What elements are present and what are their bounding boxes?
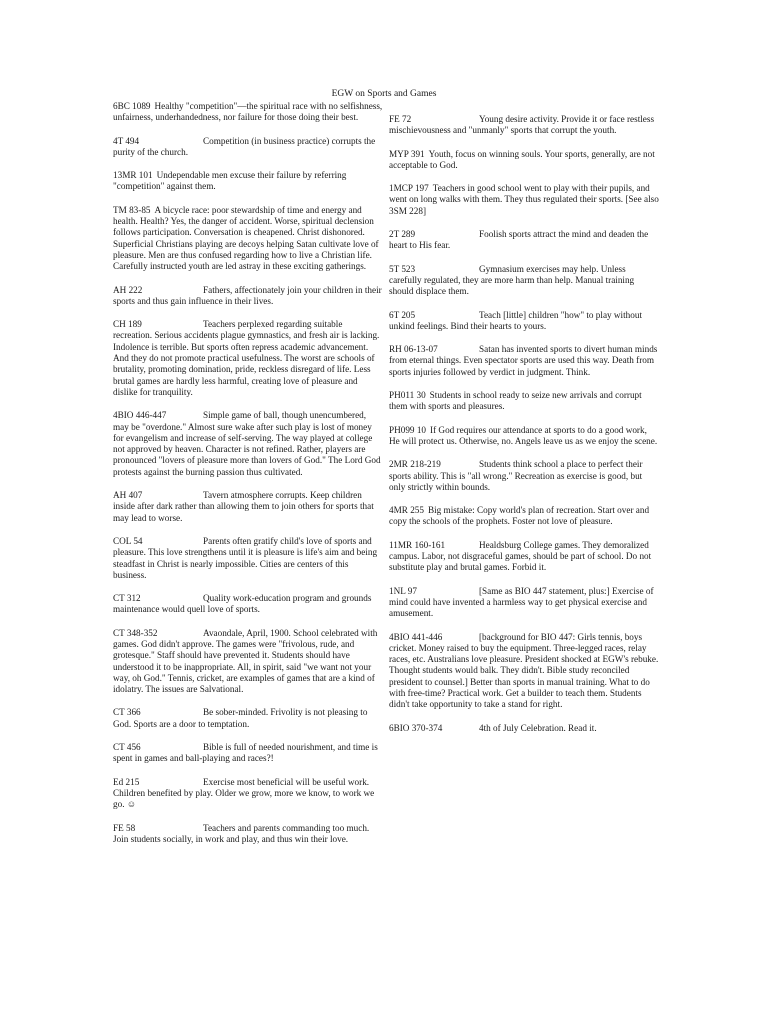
citation-entry — [389, 264, 659, 298]
citation-reference: AH 222 — [113, 284, 143, 295]
citation-summary: Teach [little] children "how" to play without unkind feelings. Bind their hearts to yours. — [389, 309, 643, 331]
citation-summary: 4th of July Celebration. Read it. — [479, 722, 597, 733]
citation-summary: Tavern atmosphere corrupts. Keep children inside after dark rather than allowing them to join others for sports that may lead to worse. — [113, 490, 374, 523]
citation-summary: Competition (in business practice) corrupts the purity of the church. — [113, 135, 376, 157]
citation-entry — [113, 742, 383, 765]
citation-summary: Foolish sports attract the mind and deaden the heart to His fear. — [389, 229, 649, 251]
citation-entry — [389, 229, 659, 252]
citation-summary: Be sober-minded. Frivolity is not pleasing to God. Sports are a door to temptation. — [113, 707, 368, 729]
citation-summary: Students in school ready to seize new arrivals and corrupt them with sports and pleasures. — [389, 390, 642, 412]
citation-entry — [389, 505, 659, 528]
citation-summary: Avaondale, April, 1900. School celebrated with games. God didn't approve. The games were "frivolous, rude, and grotesque." Staff should have prevented it. Students should have understood it to be inappropriate. All, in spirit, said "we want not your way, oh God." Tennis, cricket, are examples of games that are a kind of idolatry. The issues are Salvational. — [113, 627, 378, 695]
citation-reference: FE 58 — [113, 822, 136, 833]
citation-summary: Parents often gratify child's love of sports and pleasure. This love strengthens until it is pleasure is life's aim and being steadfast in Christ is nearly impossible. Cities are centers of this business. — [113, 535, 378, 580]
citation-entry — [113, 823, 383, 846]
citation-reference: CT 366 — [113, 707, 141, 718]
citation-reference: Ed 215 — [113, 776, 140, 787]
citation-summary: Undependable men excuse their failure by referring "competition" against them. — [113, 170, 347, 192]
citation-reference: 1NL 97 — [389, 585, 417, 596]
citation-entry — [113, 707, 383, 730]
citation-reference: 11MR 160-161 — [389, 539, 446, 550]
citation-summary: Quality work-education program and grounds maintenance would quell love of sports. — [113, 593, 372, 615]
right-column — [389, 114, 659, 746]
citation-entry — [389, 183, 659, 217]
citation-entry — [389, 149, 659, 172]
citation-entry — [113, 410, 383, 478]
citation-entry — [113, 136, 383, 159]
citation-summary: If God requires our attendance at sports to do a good work, He will protect us. Otherwise, no. Angels leave us as we enjoy the scene. — [389, 424, 658, 446]
citation-entry — [389, 586, 659, 620]
citation-summary: Students think school a place to perfect their sports ability. This is "all wrong." Recreation as exercise is good, but only strictly within bounds. — [389, 459, 643, 492]
citation-entry — [389, 114, 659, 137]
citation-summary: Bible is full of needed nourishment, and time is spent in games and ball-playing and races?! — [113, 742, 378, 764]
citation-reference: CT 312 — [113, 593, 141, 604]
citation-reference: 1MCP 197 — [389, 183, 429, 194]
citation-reference: PH099 10 — [389, 424, 427, 435]
citation-entry — [389, 390, 659, 413]
citation-entry — [113, 170, 383, 193]
citation-summary: Youth, focus on winning souls. Your sports, generally, are not acceptable to God. — [389, 148, 655, 170]
citation-entry — [113, 101, 383, 124]
citation-reference: FE 72 — [389, 114, 412, 124]
citation-reference: CT 348-352 — [113, 627, 158, 638]
citation-reference: 6T 205 — [389, 309, 416, 320]
citation-reference: 4BIO 441-446 — [389, 631, 443, 642]
citation-summary: Fathers, affectionately join your children in their sports and thus gain influence in their lives. — [113, 284, 382, 306]
citation-reference: AH 407 — [113, 490, 143, 501]
citation-entry — [389, 344, 659, 378]
citation-entry — [113, 205, 383, 273]
citation-reference: MYP 391 — [389, 148, 425, 159]
citation-reference: CT 456 — [113, 742, 141, 753]
citation-entry — [389, 540, 659, 574]
citation-reference: TM 83-85 — [113, 204, 151, 215]
citation-reference: 4MR 255 — [389, 505, 424, 516]
citation-summary: [background for BIO 447: Girls tennis, boys cricket. Money raised to buy the equipment. Three-legged races, relay races, etc. Australians love pleasure. President shocked at EGW's rebuke. Thought students would balk. They didn't. Bible study reconciled president to counsel.] Better than sports in manual training. What to do with free-time? Practical work. Get a builder to teach them. Students didn't take opportunity to take a stand for right. — [389, 631, 659, 710]
citation-summary: [Same as BIO 447 statement, plus:] Exercise of mind could have invented a harmless way to get physical exercise and amusement. — [389, 585, 654, 619]
citation-entry — [113, 536, 383, 581]
document-title: EGW on Sports and Games — [331, 89, 437, 99]
citation-entry — [389, 632, 659, 711]
citation-reference: RH 06-13-07 — [389, 344, 438, 355]
citation-reference: 2T 289 — [389, 229, 416, 240]
citation-reference: 2MR 218-219 — [389, 459, 441, 470]
citation-reference: PH011 30 — [389, 390, 426, 401]
citation-summary: Teachers and parents commanding too much. Join students socially, in work and play, and thus win their love. — [113, 822, 370, 844]
citation-summary: Big mistake: Copy world's plan of recreation. Start over and copy the schools of the prophets. Foster not love of pleasure. — [389, 505, 650, 527]
citation-summary: Gymnasium exercises may help. Unless carefully regulated, they are more harm than help. Manual training should displace them. — [389, 263, 635, 297]
citation-reference: 4BIO 446-447 — [113, 410, 167, 421]
citation-reference: 5T 523 — [389, 263, 416, 274]
citation-entry — [389, 459, 659, 493]
citation-entry — [389, 425, 659, 448]
citation-reference: COL 54 — [113, 535, 143, 546]
left-column — [113, 101, 383, 857]
citation-summary: Healdsburg College games. They demoralized campus. Labor, not disgraceful games, should be part of school. Do not substitute play and brutal games. Forbid it. — [389, 539, 652, 573]
citation-summary: Exercise most beneficial will be useful work. Children benefited by play. Older we grow, more we know, to work we go. ☺ — [113, 776, 375, 810]
citation-entry — [113, 285, 383, 308]
citation-summary: Teachers in good school went to play with their pupils, and went on long walks with them. They thus regulated their sports. [See also 3SM 228] — [389, 183, 659, 216]
citation-reference: 6BC 1089 — [113, 101, 151, 111]
citation-entry — [113, 490, 383, 524]
citation-reference: 13MR 101 — [113, 170, 153, 181]
citation-reference: 4T 494 — [113, 135, 140, 146]
citation-entry — [389, 723, 659, 734]
citation-summary: Satan has invented sports to divert human minds from eternal things. Even spectator sports are used this way. Death from sports injuries followed by verdict in judgment. Think. — [389, 344, 658, 377]
citation-summary: A bicycle race: poor stewardship of time and energy and health. Health? Yes, the danger of accident. Worse, spiritual declension follows participation. Conversation is cheapened. Christ dishonored. Superficial Christians playing are decoys helping Satan cultivate love of pleasure. Men are thus confused regarding how to live a Christian life. Carefully instructed youth are led astray in these exciting gatherings. — [113, 204, 379, 272]
citation-summary: Simple game of ball, though unencumbered, may be "overdone." Almost sure wake after such play is lost of money for evangelism and increase of self-serving. The way played at college not approved by heaven. Character is not refined. Rather, players are pronounced "lovers of pleasure more than lovers of God." The Lord God protests against the burning passion thus cultivated. — [113, 410, 381, 477]
citation-entry — [113, 628, 383, 696]
citation-entry — [113, 319, 383, 398]
citation-summary: Young desire activity. Provide it or face restless mischievousness and "unmanly" sports that corrupt the youth. — [389, 114, 655, 136]
citation-reference: CH 189 — [113, 319, 142, 330]
citation-summary: Teachers perplexed regarding suitable recreation. Serious accidents plague gymnastics, and fresh air is lacking. Indolence is terrible. But sports often repress academic advancement. And they do not promote practical usefulness. The worst are schools of brutality, promoting domination, pride, reckless disregard of life. Less brutal games are hardly less harmful, creating love of pleasure and dislike for tranquility. — [113, 319, 380, 397]
citation-entry — [113, 593, 383, 616]
citation-entry — [113, 777, 383, 811]
citation-reference: 6BIO 370-374 — [389, 722, 443, 733]
citation-summary: Healthy "competition"—the spiritual race with no selfishness, unfairness, underhandedness, nor failure for those doing their best. — [113, 101, 383, 123]
citation-entry — [389, 310, 659, 333]
